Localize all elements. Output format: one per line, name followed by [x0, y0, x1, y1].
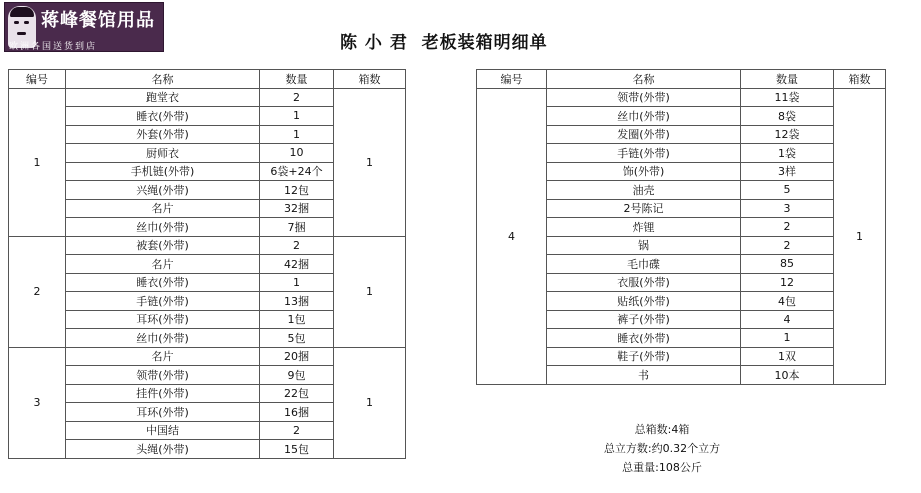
summary — [540, 420, 784, 477]
item-name-cell: 毛巾碟 — [547, 255, 741, 274]
item-qty-cell: 20捆 — [260, 347, 334, 366]
item-qty-cell: 5包 — [260, 329, 334, 348]
box-count-cell: 1 — [334, 236, 406, 347]
item-name-cell: 领带(外带) — [66, 366, 260, 385]
item-qty-cell: 12包 — [260, 181, 334, 200]
table-row — [477, 88, 886, 107]
logo-title: 蒋峰餐馆用品 — [41, 10, 155, 31]
packing-table-right — [476, 69, 886, 385]
header-qty: 数量 — [260, 70, 334, 89]
item-qty-cell: 3样 — [741, 162, 834, 181]
box-id-cell: 3 — [9, 347, 66, 458]
item-qty-cell: 1 — [260, 273, 334, 292]
table-header-row — [477, 70, 886, 89]
item-qty-cell: 1双 — [741, 347, 834, 366]
item-qty-cell: 22包 — [260, 384, 334, 403]
item-qty-cell: 4 — [741, 310, 834, 329]
item-name-cell: 名片 — [66, 347, 260, 366]
item-name-cell: 外套(外带) — [66, 125, 260, 144]
item-name-cell: 跑堂衣 — [66, 88, 260, 107]
item-name-cell: 被套(外带) — [66, 236, 260, 255]
table-row — [9, 236, 406, 255]
item-name-cell: 睡衣(外带) — [66, 273, 260, 292]
box-id-cell: 4 — [477, 88, 547, 384]
item-name-cell: 衣服(外带) — [547, 273, 741, 292]
item-qty-cell: 10 — [260, 144, 334, 163]
item-qty-cell: 2 — [260, 421, 334, 440]
item-name-cell: 手链(外带) — [66, 292, 260, 311]
total-boxes: 总箱数:4箱 — [634, 423, 690, 436]
header-boxes: 箱数 — [834, 70, 886, 89]
item-name-cell: 炸锂 — [547, 218, 741, 237]
item-name-cell: 睡衣(外带) — [547, 329, 741, 348]
table-row — [9, 88, 406, 107]
header-qty: 数量 — [741, 70, 834, 89]
item-qty-cell: 2 — [260, 88, 334, 107]
item-qty-cell: 12袋 — [741, 125, 834, 144]
header-name: 名称 — [66, 70, 260, 89]
item-qty-cell: 2 — [741, 236, 834, 255]
item-name-cell: 书 — [547, 366, 741, 385]
item-name-cell: 丝巾(外带) — [547, 107, 741, 126]
item-qty-cell: 11袋 — [741, 88, 834, 107]
item-qty-cell: 1 — [260, 125, 334, 144]
item-name-cell: 手机链(外带) — [66, 162, 260, 181]
item-qty-cell: 15包 — [260, 440, 334, 459]
item-name-cell: 锅 — [547, 236, 741, 255]
item-qty-cell: 1袋 — [741, 144, 834, 163]
box-id-cell: 2 — [9, 236, 66, 347]
item-qty-cell: 3 — [741, 199, 834, 218]
item-qty-cell: 6袋+24个 — [260, 162, 334, 181]
store-logo — [4, 2, 164, 52]
item-qty-cell: 85 — [741, 255, 834, 274]
item-qty-cell: 7捆 — [260, 218, 334, 237]
item-name-cell: 睡衣(外带) — [66, 107, 260, 126]
item-name-cell: 挂件(外带) — [66, 384, 260, 403]
box-id-cell: 1 — [9, 88, 66, 236]
item-qty-cell: 13捆 — [260, 292, 334, 311]
item-name-cell: 兴绳(外带) — [66, 181, 260, 200]
item-qty-cell: 1包 — [260, 310, 334, 329]
item-name-cell: 头绳(外带) — [66, 440, 260, 459]
item-name-cell: 名片 — [66, 199, 260, 218]
total-volume: 总立方数:约0.32个立方 — [603, 442, 721, 455]
item-name-cell: 厨师衣 — [66, 144, 260, 163]
item-qty-cell: 16捆 — [260, 403, 334, 422]
page-title: 陈 小 君 老板装箱明细单 — [340, 33, 548, 53]
item-qty-cell: 4包 — [741, 292, 834, 311]
item-name-cell: 耳环(外带) — [66, 403, 260, 422]
box-count-cell: 1 — [834, 88, 886, 384]
packing-table-left — [8, 69, 406, 459]
item-name-cell: 裤子(外带) — [547, 310, 741, 329]
table-header-row — [9, 70, 406, 89]
item-name-cell: 油壳 — [547, 181, 741, 200]
item-qty-cell: 2 — [260, 236, 334, 255]
header-name: 名称 — [547, 70, 741, 89]
item-name-cell: 饰(外带) — [547, 162, 741, 181]
item-name-cell: 领带(外带) — [547, 88, 741, 107]
item-qty-cell: 9包 — [260, 366, 334, 385]
header-id: 编号 — [9, 70, 66, 89]
item-qty-cell: 10本 — [741, 366, 834, 385]
item-name-cell: 贴纸(外带) — [547, 292, 741, 311]
total-weight: 总重量:108公斤 — [622, 461, 702, 474]
item-name-cell: 2号陈记 — [547, 199, 741, 218]
item-qty-cell: 2 — [741, 218, 834, 237]
item-qty-cell: 1 — [260, 107, 334, 126]
item-qty-cell: 8袋 — [741, 107, 834, 126]
table-row — [9, 347, 406, 366]
box-count-cell: 1 — [334, 88, 406, 236]
item-qty-cell: 42捆 — [260, 255, 334, 274]
item-qty-cell: 5 — [741, 181, 834, 200]
item-name-cell: 中国结 — [66, 421, 260, 440]
item-name-cell: 耳环(外带) — [66, 310, 260, 329]
item-name-cell: 发圈(外带) — [547, 125, 741, 144]
item-name-cell: 丝巾(外带) — [66, 329, 260, 348]
item-qty-cell: 12 — [741, 273, 834, 292]
item-name-cell: 丝巾(外带) — [66, 218, 260, 237]
item-qty-cell: 1 — [741, 329, 834, 348]
item-name-cell: 名片 — [66, 255, 260, 274]
logo-subtitle: 欧洲各国送货到店 — [9, 42, 98, 52]
header-boxes: 箱数 — [334, 70, 406, 89]
item-qty-cell: 32捆 — [260, 199, 334, 218]
box-count-cell: 1 — [334, 347, 406, 458]
header-id: 编号 — [477, 70, 547, 89]
item-name-cell: 手链(外带) — [547, 144, 741, 163]
item-name-cell: 鞋子(外带) — [547, 347, 741, 366]
